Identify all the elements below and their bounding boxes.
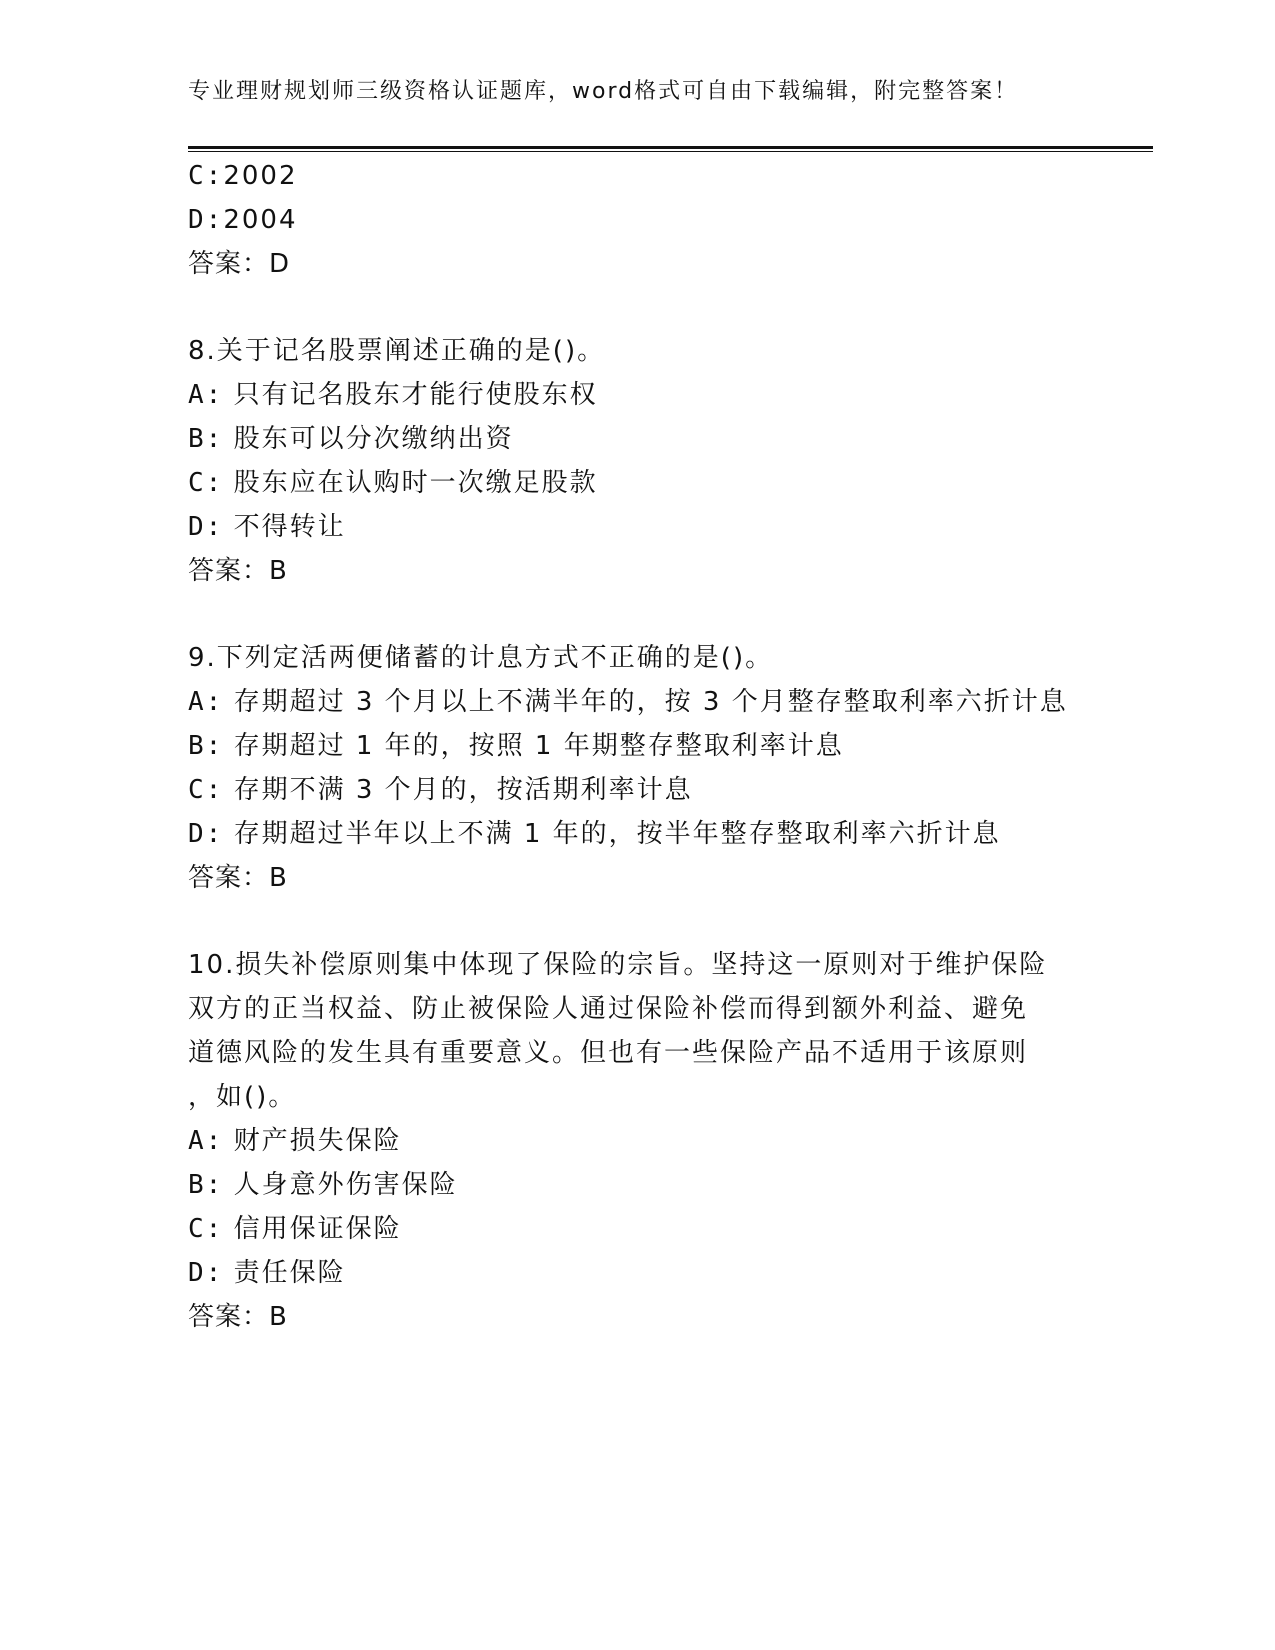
question-9-stem: 9.下列定活两便储蓄的计息方式不正确的是()。: [188, 643, 774, 673]
question-9-option-a: A: 存期超过 3 个月以上不满半年的，按 3 个月整存整取利率六折计息: [188, 687, 1068, 717]
question-9-option-b: B: 存期超过 1 年的，按照 1 年期整存整取利率计息: [188, 731, 844, 761]
question-10-stem-line-4: ，如()。: [188, 1082, 297, 1112]
question-9-option-c: C: 存期不满 3 个月的，按活期利率计息: [188, 775, 693, 805]
question-10-stem-line-1: 10.损失补偿原则集中体现了保险的宗旨。坚持这一原则对于维护保险: [188, 950, 1048, 980]
page-header: 专业理财规划师三级资格认证题库，word格式可自由下载编辑，附完整答案！: [188, 79, 1019, 104]
question-9-answer: 答案：B: [188, 863, 288, 893]
question-8-option-a: A: 只有记名股东才能行使股东权: [188, 380, 598, 410]
prev-option-c: C:2002: [188, 161, 298, 191]
prev-answer: 答案：D: [188, 249, 291, 279]
question-10-option-c: C: 信用保证保险: [188, 1214, 402, 1244]
question-8-option-b: B: 股东可以分次缴纳出资: [188, 424, 514, 454]
question-9-option-d: D: 存期超过半年以上不满 1 年的，按半年整存整取利率六折计息: [188, 819, 1001, 849]
header-rule-thin: [188, 151, 1153, 152]
question-10-option-b: B: 人身意外伤害保险: [188, 1170, 458, 1200]
question-8-stem: 8.关于记名股票阐述正确的是()。: [188, 336, 606, 366]
question-10-answer: 答案：B: [188, 1302, 288, 1332]
header-rule-thick: [188, 146, 1153, 149]
question-8-option-d: D: 不得转让: [188, 512, 346, 542]
question-8-option-c: C: 股东应在认购时一次缴足股款: [188, 468, 598, 498]
question-10-option-d: D: 责任保险: [188, 1258, 346, 1288]
question-10-option-a: A: 财产损失保险: [188, 1126, 402, 1156]
question-10-stem-line-2: 双方的正当权益、防止被保险人通过保险补偿而得到额外利益、避免: [188, 994, 1029, 1024]
question-8-answer: 答案：B: [188, 556, 288, 586]
question-10-stem-line-3: 道德风险的发生具有重要意义。但也有一些保险产品不适用于该原则: [188, 1038, 1029, 1068]
prev-option-d: D:2004: [188, 205, 298, 235]
